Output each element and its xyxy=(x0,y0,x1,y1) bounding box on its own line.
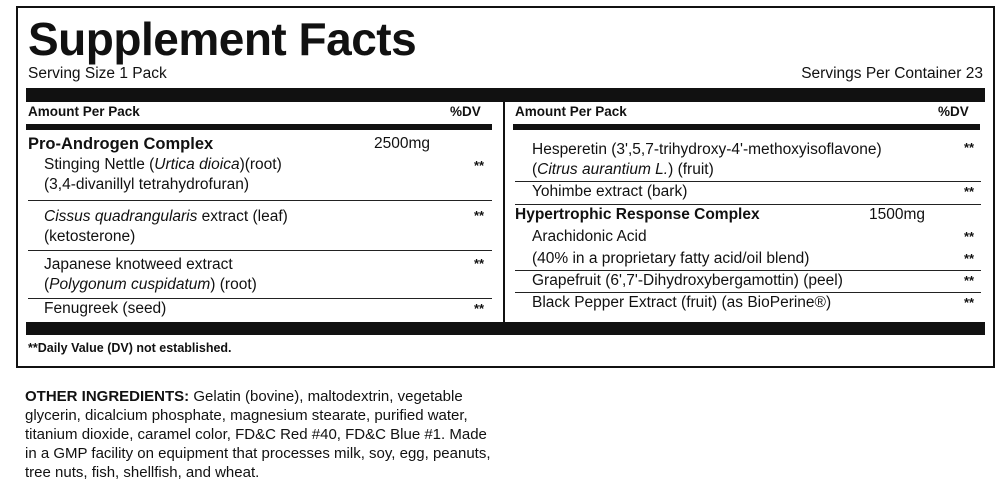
other-ingredients xyxy=(25,387,495,482)
panel-title: Supplement Facts xyxy=(28,13,417,65)
right-item-3-line2: (40% in a proprietary fatty acid/oil blend) xyxy=(532,250,810,267)
left-item-1-dv: ** xyxy=(474,158,485,173)
bottom-thick-bar xyxy=(26,322,985,335)
right-item-5-line1: Black Pepper Extract (fruit) (as BioPerine®) xyxy=(532,294,832,311)
left-item-1-rule xyxy=(28,200,492,201)
top-thick-bar xyxy=(26,88,985,102)
left-complex-name: Pro-Androgen Complex xyxy=(28,135,214,153)
right-item-3-dv1: ** xyxy=(964,229,975,244)
left-item-2-rule xyxy=(28,250,492,251)
left-item-3-line1: Japanese knotweed extract xyxy=(44,256,233,273)
supplement-facts-panel xyxy=(16,6,995,368)
right-item-2-dv: ** xyxy=(964,184,975,199)
servings-per-container: Servings Per Container 23 xyxy=(801,65,983,82)
left-item-1-line1: Stinging Nettle (Urtica dioica)(root) xyxy=(44,156,282,173)
right-dv-header: %DV xyxy=(938,104,969,119)
right-item-5-dv: ** xyxy=(964,295,975,310)
left-item-3-dv: ** xyxy=(474,256,485,271)
left-item-2-line1: Cissus quadrangularis extract (leaf) xyxy=(44,208,288,225)
other-ingredients-label: OTHER INGREDIENTS: xyxy=(25,388,190,405)
right-item-1-dv: ** xyxy=(964,140,975,155)
column-divider xyxy=(503,102,505,322)
right-item-1-line1: Hesperetin (3',5,7-trihydroxy-4'-methoxyisoflavone) xyxy=(532,141,882,158)
left-item-4-dv: ** xyxy=(474,301,485,316)
left-item-2-line2: (ketosterone) xyxy=(44,228,136,245)
right-complex-name: Hypertrophic Response Complex xyxy=(515,206,760,223)
right-header-rule xyxy=(513,124,980,130)
serving-size: Serving Size 1 Pack xyxy=(28,65,167,82)
left-item-2-dv: ** xyxy=(474,208,485,223)
left-amount-header: Amount Per Pack xyxy=(28,104,140,119)
left-header-rule xyxy=(26,124,492,130)
right-item-2-line1: Yohimbe extract (bark) xyxy=(532,183,688,200)
right-item-1-line2: (Citrus aurantium L.) (fruit) xyxy=(532,161,714,178)
left-item-4-line1: Fenugreek (seed) xyxy=(44,300,167,317)
right-item-3-line1: Arachidonic Acid xyxy=(532,228,647,245)
daily-value-footnote: **Daily Value (DV) not established. xyxy=(28,341,232,355)
left-complex-amount: 2500mg xyxy=(374,135,431,152)
other-ingredients-text: Gelatin (bovine), maltodextrin, vegetable glycerin, dicalcium phosphate, magnesium stearate, purified water, titanium dioxide, caramel color, FD&C Red #40, FD&C Blue #1. Made in a GMP facility on equipment that processes milk, soy, egg, peanuts, tree nuts, fish, shellfish, and wheat. xyxy=(25,388,491,481)
right-item-3-dv2: ** xyxy=(964,251,975,266)
right-item-4-line1: Grapefruit (6',7'-Dihydroxybergamottin) (peel) xyxy=(532,272,843,289)
right-item-4-dv: ** xyxy=(964,273,975,288)
left-item-1-line2: (3,4-divanillyl tetrahydrofuran) xyxy=(44,176,250,193)
right-complex-amount: 1500mg xyxy=(869,206,926,223)
left-item-3-line2: (Polygonum cuspidatum) (root) xyxy=(44,276,257,293)
left-dv-header: %DV xyxy=(450,104,481,119)
right-amount-header: Amount Per Pack xyxy=(515,104,627,119)
